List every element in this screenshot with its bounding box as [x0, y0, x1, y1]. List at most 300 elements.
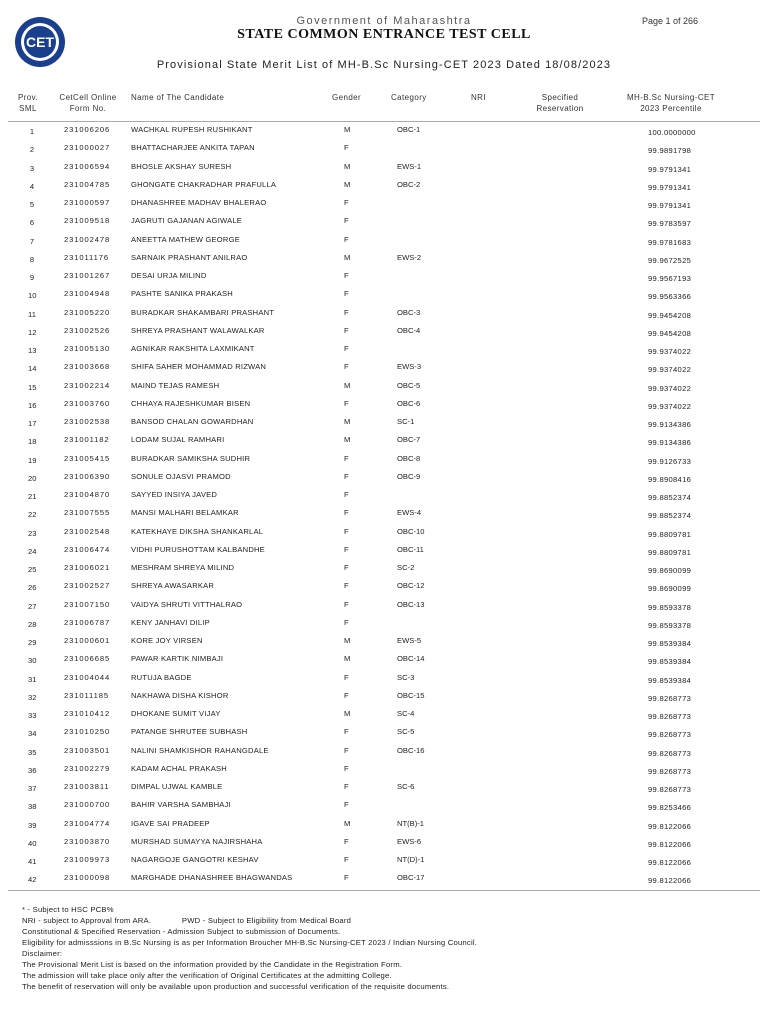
- row-sml: 26: [28, 583, 37, 593]
- row-candidate-name: PASHTE SANIKA PRAKASH: [131, 289, 233, 299]
- row-category: OBC-7: [397, 435, 421, 445]
- row-gender: M: [344, 125, 351, 134]
- row-gender: M: [344, 435, 351, 445]
- row-gender: F: [344, 362, 349, 372]
- row-sml: 9: [29, 273, 35, 282]
- row-candidate-name: WACHKAL RUPESH RUSHIKANT: [131, 125, 253, 134]
- table-row: [0, 687, 768, 705]
- row-gender: F: [344, 143, 349, 153]
- merit-table-body: [0, 121, 768, 888]
- row-form-number: 231009518: [64, 216, 111, 226]
- col-percentile-line1: MH-B.Sc Nursing-CET: [626, 93, 716, 102]
- table-row: [0, 322, 768, 340]
- row-sml: 27: [28, 601, 37, 611]
- row-candidate-name: PAWAR KARTIK NIMBAJI: [131, 654, 224, 664]
- row-form-number: 231004774: [64, 818, 111, 828]
- row-sml: 1: [29, 127, 35, 136]
- table-row: [0, 614, 768, 632]
- row-percentile: 99.8268773: [648, 766, 692, 776]
- row-form-number: 231007150: [64, 599, 111, 609]
- row-candidate-name: SONULE OJASVI PRAMOD: [131, 471, 231, 481]
- row-form-number: 231006206: [64, 125, 111, 134]
- footer-disclaimer-1: The Provisional Merit List is based on the information provided by the Candidate in the Registration Form.: [22, 960, 403, 969]
- row-gender: F: [344, 782, 349, 791]
- row-percentile: 99.8268773: [648, 748, 692, 758]
- row-candidate-name: BHOSLE AKSHAY SURESH: [131, 161, 232, 171]
- government-label: Government of Maharashtra: [296, 15, 472, 27]
- table-row: [0, 760, 768, 778]
- row-candidate-name: IGAVE SAI PRADEEP: [131, 818, 210, 828]
- footer-notes: [22, 904, 477, 992]
- row-sml: 12: [28, 327, 37, 337]
- row-candidate-name: DESAI URJA MILIND: [131, 271, 207, 280]
- row-form-number: 231007555: [64, 508, 111, 518]
- row-gender: F: [344, 690, 349, 700]
- row-candidate-name: DIMPAL UJWAL KAMBLE: [131, 782, 223, 791]
- row-gender: F: [344, 398, 349, 408]
- row-category: SC-4: [397, 709, 415, 718]
- row-candidate-name: MARGHADE DHANASHREE BHAGWANDAS: [131, 873, 293, 883]
- row-form-number: 231000027: [64, 143, 111, 153]
- col-reservation: [530, 92, 590, 114]
- table-row: [0, 650, 768, 668]
- row-category: OBC-2: [397, 179, 421, 189]
- col-reservation-line2: Reservation: [536, 104, 584, 113]
- row-percentile: 99.8690099: [648, 566, 692, 575]
- row-form-number: 231011185: [64, 690, 109, 700]
- row-gender: F: [344, 581, 349, 591]
- table-row: [0, 815, 768, 833]
- row-percentile: 99.8908416: [648, 474, 692, 484]
- table-row: [0, 377, 768, 395]
- row-category: EWS-5: [397, 636, 422, 645]
- table-row: [0, 833, 768, 851]
- row-percentile: 99.9791341: [648, 182, 692, 192]
- logo-text: CET: [26, 34, 54, 50]
- row-gender: M: [344, 818, 351, 828]
- table-row: [0, 358, 768, 376]
- row-gender: F: [344, 763, 349, 773]
- table-row: [0, 158, 768, 176]
- table-row: [0, 504, 768, 522]
- row-sml: 37: [28, 784, 37, 793]
- row-category: OBC-3: [397, 307, 421, 317]
- row-sml: 24: [28, 546, 37, 556]
- row-category: OBC-10: [397, 526, 425, 536]
- row-category: OBC-16: [397, 745, 425, 755]
- row-percentile: 99.9454208: [648, 310, 692, 320]
- row-category: SC-6: [397, 782, 415, 791]
- row-gender: F: [344, 873, 349, 883]
- row-percentile: 99.9567193: [648, 274, 692, 283]
- row-sml: 4: [29, 181, 35, 191]
- row-candidate-name: MANSI MALHARI BELAMKAR: [131, 508, 239, 518]
- row-sml: 18: [28, 437, 37, 447]
- row-form-number: 231003811: [64, 782, 110, 791]
- row-gender: F: [344, 234, 349, 244]
- row-percentile: 99.8593378: [648, 620, 692, 630]
- table-row: [0, 778, 768, 796]
- table-row: [0, 231, 768, 249]
- row-candidate-name: SHREYA PRASHANT WALAWALKAR: [131, 325, 265, 335]
- col-reservation-line1: Specified: [541, 93, 579, 102]
- row-form-number: 231004044: [64, 672, 111, 682]
- row-sml: 15: [28, 382, 37, 392]
- row-percentile: 99.9563366: [648, 292, 692, 302]
- row-form-number: 231011176: [64, 252, 109, 262]
- table-row: [0, 212, 768, 230]
- row-gender: F: [344, 216, 349, 226]
- row-category: OBC-8: [397, 453, 421, 463]
- row-form-number: 231000098: [64, 873, 111, 883]
- row-sml: 30: [28, 656, 37, 666]
- row-candidate-name: BAHIR VARSHA SAMBHAJI: [131, 800, 231, 810]
- table-row: [0, 413, 768, 431]
- row-candidate-name: KENY JANHAVI DILIP: [131, 617, 210, 627]
- row-gender: F: [344, 727, 349, 737]
- row-category: EWS-1: [397, 161, 422, 171]
- row-form-number: 231002527: [64, 581, 111, 591]
- row-form-number: 231002538: [64, 417, 111, 426]
- row-percentile: 99.9374022: [648, 401, 692, 411]
- row-percentile: 99.8539384: [648, 657, 692, 667]
- row-candidate-name: KORE JOY VIRSEN: [131, 636, 203, 645]
- table-row: [0, 596, 768, 614]
- row-sml: 29: [28, 638, 37, 647]
- row-sml: 17: [28, 419, 37, 428]
- row-gender: F: [344, 490, 349, 499]
- row-sml: 8: [29, 254, 35, 264]
- row-form-number: 231006594: [64, 161, 111, 171]
- table-row: [0, 742, 768, 760]
- table-row: [0, 669, 768, 687]
- table-row: [0, 249, 768, 267]
- row-candidate-name: BANSOD CHALAN GOWARDHAN: [131, 417, 254, 426]
- table-row: [0, 340, 768, 358]
- row-percentile: 99.8122066: [648, 858, 692, 867]
- col-nri: NRI: [471, 93, 486, 102]
- row-percentile: 99.9791341: [648, 201, 692, 210]
- row-form-number: 231001267: [64, 271, 111, 280]
- footer-note-hsc: * - Subject to HSC PCB%: [22, 905, 114, 914]
- row-sml: 16: [28, 400, 37, 410]
- row-gender: F: [344, 599, 349, 609]
- row-percentile: 99.8268773: [648, 693, 692, 703]
- row-sml: 34: [28, 729, 37, 739]
- row-gender: F: [344, 836, 349, 846]
- row-sml: 23: [28, 528, 37, 538]
- row-gender: F: [344, 617, 349, 627]
- row-percentile: 99.8268773: [648, 712, 692, 721]
- row-form-number: 231002279: [64, 763, 111, 773]
- table-row: [0, 523, 768, 541]
- row-category: OBC-12: [397, 581, 425, 591]
- table-row: [0, 139, 768, 157]
- row-sml: 11: [28, 309, 36, 319]
- row-category: EWS-4: [397, 508, 422, 518]
- table-row: [0, 851, 768, 869]
- row-category: EWS-3: [397, 362, 422, 372]
- row-sml: 22: [28, 510, 37, 520]
- row-sml: 3: [29, 163, 35, 173]
- row-percentile: 99.9374022: [648, 365, 692, 375]
- row-percentile: 99.9781683: [648, 237, 692, 247]
- row-candidate-name: JAGRUTI GAJANAN AGIWALE: [131, 216, 243, 226]
- row-percentile: 99.9891798: [648, 146, 692, 156]
- row-gender: F: [344, 672, 349, 682]
- footer-disclaimer-2: The admission will take place only after the verification of Original Certificates at the admitting College.: [22, 971, 392, 980]
- row-candidate-name: LODAM SUJAL RAMHARI: [131, 435, 225, 445]
- row-form-number: 231003760: [64, 398, 111, 408]
- row-form-number: 231002548: [64, 526, 111, 536]
- row-category: EWS-6: [397, 836, 422, 846]
- row-candidate-name: MURSHAD SUMAYYA NAJIRSHAHA: [131, 836, 263, 846]
- row-sml: 6: [29, 218, 35, 228]
- footer-disclaimer-3: The benefit of reservation will only be available upon production and successful verification of the requisite documents.: [22, 982, 450, 991]
- row-category: NT(B)-1: [397, 818, 424, 828]
- row-sml: 5: [29, 200, 35, 209]
- row-category: OBC-9: [397, 471, 421, 481]
- row-form-number: 231010412: [64, 709, 111, 718]
- row-gender: F: [344, 526, 349, 536]
- row-gender: F: [344, 289, 349, 299]
- row-sml: 42: [28, 875, 37, 885]
- row-form-number: 231000601: [64, 636, 111, 645]
- row-form-number: 231009973: [64, 855, 111, 864]
- row-form-number: 231001182: [64, 435, 110, 445]
- row-gender: M: [344, 417, 351, 426]
- row-category: OBC-6: [397, 398, 421, 408]
- footer-disclaimer-label: Disclaimer:: [22, 949, 63, 958]
- row-gender: F: [344, 325, 349, 335]
- row-sml: 39: [28, 820, 37, 830]
- row-percentile: 99.9374022: [648, 383, 692, 393]
- row-form-number: 231006021: [64, 563, 111, 572]
- row-percentile: 99.9791341: [648, 164, 692, 174]
- row-candidate-name: VAIDYA SHRUTI VITTHALRAO: [131, 599, 243, 609]
- table-row: [0, 632, 768, 650]
- row-candidate-name: DHANASHREE MADHAV BHALERAO: [131, 198, 267, 207]
- row-category: OBC-15: [397, 690, 425, 700]
- col-percentile-line2: 2023 Percentile: [640, 104, 702, 113]
- row-candidate-name: NALINI SHAMKISHOR RAHANGDALE: [131, 745, 269, 755]
- row-percentile: 99.8539384: [648, 675, 692, 685]
- row-gender: F: [344, 471, 349, 481]
- row-percentile: 99.8253466: [648, 803, 692, 813]
- row-form-number: 231003668: [64, 362, 111, 372]
- table-row: [0, 869, 768, 887]
- row-gender: F: [344, 745, 349, 755]
- footer-note-nri: NRI - subject to Approval from ARA.: [22, 916, 152, 925]
- row-candidate-name: SAYYED INSIYA JAVED: [131, 490, 218, 499]
- row-form-number: 231000700: [64, 800, 111, 810]
- row-form-number: 231005220: [64, 307, 111, 317]
- table-row: [0, 285, 768, 303]
- row-gender: F: [344, 800, 349, 810]
- row-category: OBC-17: [397, 873, 425, 883]
- row-category: SC-1: [397, 417, 415, 426]
- row-form-number: 231000597: [64, 198, 111, 207]
- row-percentile: 100.0000000: [648, 128, 696, 137]
- row-form-number: 231002214: [64, 380, 111, 390]
- row-candidate-name: RUTUJA BAGDE: [131, 672, 192, 682]
- row-percentile: 99.9134386: [648, 438, 692, 448]
- row-category: OBC-11: [397, 544, 424, 554]
- row-sml: 41: [28, 857, 37, 866]
- row-sml: 35: [28, 747, 37, 757]
- table-row: [0, 723, 768, 741]
- col-percentile: [616, 92, 726, 114]
- row-percentile: 99.8690099: [648, 584, 692, 594]
- row-form-number: 231006685: [64, 654, 111, 664]
- row-sml: 20: [28, 473, 37, 483]
- table-row: [0, 267, 768, 285]
- table-row: [0, 559, 768, 577]
- document-subtitle: Provisional State Merit List of MH-B.Sc Nursing-CET 2023 Dated 18/08/2023: [156, 59, 612, 71]
- row-form-number: 231006390: [64, 471, 111, 481]
- row-percentile: 99.8809781: [648, 547, 692, 557]
- row-form-number: 231004870: [64, 490, 111, 499]
- row-percentile: 99.8122066: [648, 821, 692, 831]
- row-percentile: 99.8593378: [648, 602, 692, 612]
- row-sml: 10: [28, 291, 37, 301]
- row-gender: F: [344, 563, 349, 572]
- row-gender: F: [344, 307, 349, 317]
- row-candidate-name: VIDHI PURUSHOTTAM KALBANDHE: [131, 544, 265, 554]
- page-number: Page 1 of 266: [641, 16, 698, 26]
- table-row: [0, 468, 768, 486]
- row-form-number: 231004948: [64, 289, 111, 299]
- row-candidate-name: NAKHAWA DISHA KISHOR: [131, 690, 229, 700]
- row-percentile: 99.9454208: [648, 328, 692, 338]
- col-sml-line1: Prov.: [18, 93, 39, 102]
- row-gender: M: [344, 252, 351, 262]
- row-gender: F: [344, 344, 349, 353]
- footer-note-eligibility: Eligibility for admisssions in B.Sc Nursing is as per Information Broucher MH-B.Sc Nursing-CET 2023 / Indian Nursing Council.: [22, 938, 478, 947]
- row-percentile: 99.9783597: [648, 219, 692, 229]
- row-percentile: 99.8852374: [648, 493, 692, 502]
- row-candidate-name: AGNIKAR RAKSHITA LAXMIKANT: [131, 344, 255, 353]
- row-candidate-name: MESHRAM SHREYA MILIND: [131, 563, 235, 572]
- row-gender: M: [344, 636, 351, 645]
- col-category: Category: [391, 93, 427, 102]
- row-form-number: 231002526: [64, 325, 111, 335]
- row-gender: F: [344, 544, 349, 554]
- row-sml: 21: [28, 492, 37, 501]
- row-category: OBC-13: [397, 599, 425, 609]
- row-sml: 7: [29, 236, 35, 246]
- row-candidate-name: NAGARGOJE GANGOTRI KESHAV: [131, 855, 259, 864]
- col-sml: [18, 92, 38, 114]
- row-category: SC-5: [397, 727, 415, 737]
- row-percentile: 99.9672525: [648, 255, 692, 265]
- page-title: STATE COMMON ENTRANCE TEST CELL: [237, 27, 531, 42]
- footer-note-reservation: Constitutional & Specified Reservation - Admission Subject to submission of Documents.: [22, 927, 341, 936]
- row-sml: 28: [28, 619, 37, 629]
- row-gender: F: [344, 453, 349, 463]
- row-category: EWS-2: [397, 252, 422, 262]
- row-candidate-name: DHOKANE SUMIT VIJAY: [131, 709, 221, 718]
- table-row: [0, 577, 768, 595]
- row-percentile: 99.9126733: [648, 456, 692, 466]
- col-name: Name of The Candidate: [131, 93, 225, 102]
- row-sml: 36: [28, 765, 37, 775]
- row-category: OBC-14: [397, 654, 425, 664]
- row-category: NT(D)-1: [397, 855, 425, 864]
- footer-divider: [8, 890, 760, 891]
- row-percentile: 99.8852374: [648, 511, 692, 521]
- row-category: OBC-1: [397, 125, 421, 134]
- row-percentile: 99.9374022: [648, 347, 692, 356]
- row-form-number: 231006787: [64, 617, 111, 627]
- table-row: [0, 450, 768, 468]
- row-gender: M: [344, 380, 351, 390]
- row-gender: M: [344, 179, 351, 189]
- row-form-number: 231005415: [64, 453, 111, 463]
- row-gender: M: [344, 161, 351, 171]
- row-candidate-name: KADAM ACHAL PRAKASH: [131, 763, 227, 773]
- row-sml: 19: [28, 455, 37, 465]
- row-candidate-name: BHATTACHARJEE ANKITA TAPAN: [131, 143, 255, 153]
- col-gender: Gender: [332, 93, 362, 102]
- row-candidate-name: SHREYA AWASARKAR: [131, 581, 215, 591]
- row-candidate-name: BURADKAR SHAKAMBARI PRASHANT: [131, 307, 275, 317]
- row-candidate-name: MAIND TEJAS RAMESH: [131, 380, 220, 390]
- row-candidate-name: BURADKAR SAMIKSHA SUDHIR: [131, 453, 251, 463]
- row-sml: 31: [28, 674, 37, 684]
- col-sml-line2: SML: [19, 104, 37, 113]
- table-row: [0, 431, 768, 449]
- row-form-number: 231006474: [64, 544, 111, 554]
- row-category: OBC-4: [397, 325, 421, 335]
- row-candidate-name: PATANGE SHRUTEE SUBHASH: [131, 727, 248, 737]
- row-percentile: 99.8122066: [648, 876, 692, 886]
- table-row: [0, 121, 768, 139]
- row-candidate-name: GHONGATE CHAKRADHAR PRAFULLA: [131, 179, 277, 189]
- row-category: SC-2: [397, 563, 415, 572]
- row-sml: 25: [28, 565, 37, 574]
- row-sml: 2: [29, 145, 35, 155]
- table-row: [0, 486, 768, 504]
- row-sml: 14: [28, 364, 37, 374]
- table-row: [0, 304, 768, 322]
- row-category: SC-3: [397, 672, 415, 682]
- row-percentile: 99.8809781: [648, 529, 692, 539]
- row-form-number: 231010250: [64, 727, 111, 737]
- row-candidate-name: CHHAYA RAJESHKUMAR BISEN: [131, 398, 251, 408]
- row-sml: 38: [28, 802, 37, 812]
- table-row: [0, 176, 768, 194]
- col-form-line1: CetCell Online: [59, 93, 117, 102]
- table-row: [0, 194, 768, 212]
- row-candidate-name: SARNAIK PRASHANT ANILRAO: [131, 252, 248, 262]
- row-sml: 40: [28, 838, 37, 848]
- row-candidate-name: ANEETTA MATHEW GEORGE: [131, 234, 240, 244]
- table-row: [0, 705, 768, 723]
- table-row: [0, 796, 768, 814]
- row-percentile: 99.8268773: [648, 730, 692, 740]
- row-percentile: 99.8122066: [648, 839, 692, 849]
- row-category: OBC-5: [397, 380, 421, 390]
- footer-note-pwd: PWD - Subject to Eligibility from Medical Board: [181, 916, 352, 925]
- row-percentile: 99.8268773: [648, 785, 692, 794]
- table-row: [0, 541, 768, 559]
- row-candidate-name: SHIFA SAHER MOHAMMAD RIZWAN: [131, 362, 267, 372]
- row-form-number: 231003501: [64, 745, 111, 755]
- row-form-number: 231002478: [64, 234, 111, 244]
- row-gender: F: [344, 198, 349, 207]
- col-form: [56, 92, 120, 114]
